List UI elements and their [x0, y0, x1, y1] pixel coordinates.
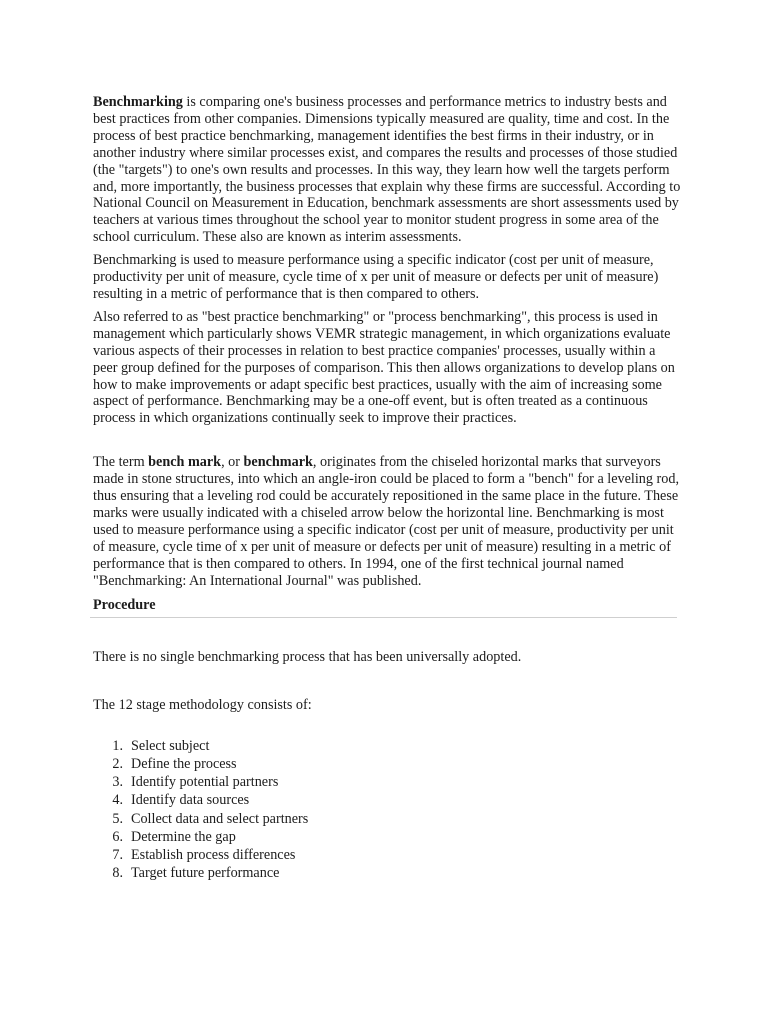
benchmarking-term: Benchmarking [93, 94, 183, 110]
list-item-label: Define the process [131, 756, 237, 773]
origin-paragraph-mid: , or [221, 454, 244, 471]
list-item [93, 773, 683, 791]
list-item-number: 8. [112, 864, 123, 881]
list-item-number: 3. [112, 774, 123, 791]
intro-paragraph [93, 94, 683, 246]
list-item-number: 1. [112, 738, 123, 755]
benchmark-term: benchmark [243, 454, 313, 471]
list-item [93, 846, 683, 864]
list-item-label: Collect data and select partners [131, 810, 309, 827]
list-item-number: 2. [112, 756, 123, 773]
list-item-number: 4. [112, 792, 123, 809]
procedure-heading: Procedure [90, 597, 677, 618]
list-item-number: 5. [112, 810, 123, 827]
origin-paragraph [93, 454, 683, 589]
list-item-label: Target future performance [131, 864, 280, 881]
best-practice-paragraph: Also referred to as "best practice benchmarking" or "process benchmarking", this process is used in management which particularly shows VEMR strategic management, in which organizations evaluate various aspects of their processes in relation to best practice companies' processes, usually within a peer group defined for the purposes of comparison. This then allows organizations to develop plans on how to make improvements or adapt specific best practices, usually with the aim of increasing some aspect of performance. Benchmarking may be a one-off event, but is often treated as a continuous process in which organizations continually seek to improve their practices. [93, 308, 675, 427]
intro-paragraph-text: is comparing one's business processes and performance metrics to industry bests and best practices from other companies. Dimensions typically measured are quality, time and cost. In the process of best practice benchmarking, management identifies the best firms in their industry, or in another industry where similar processes exist, and compares the results and processes of those studied (the "targets") to one's own results and processes. In this way, they learn how well the targets perform and, more importantly, the business processes that explain why these firms are successful. According to National Council on Measurement in Education, benchmark assessments are short assessments used by teachers at various times throughout the school year to monitor student progress in some area of the school curriculum. These also are known as interim assessments. [93, 94, 681, 246]
document-page [93, 94, 683, 882]
methodology-steps-list [93, 737, 683, 882]
list-item-label: Determine the gap [131, 828, 236, 845]
list-item-number: 6. [112, 828, 123, 845]
procedure-intro: There is no single benchmarking process that has been universally adopted. [93, 649, 522, 666]
list-item-label: Establish process differences [131, 846, 296, 863]
methodology-intro: The 12 stage methodology consists of: [93, 697, 312, 714]
list-item [93, 737, 683, 755]
list-item-label: Identify data sources [131, 792, 250, 809]
measurement-paragraph: Benchmarking is used to measure performance using a specific indicator (cost per unit of measure, productivity per unit of measure, cycle time of x per unit of measure or defects per unit of measure) resulting in a metric of performance that is then compared to others. [93, 252, 659, 302]
list-item [93, 828, 683, 846]
list-item-number: 7. [112, 846, 123, 863]
list-item-label: Select subject [131, 738, 210, 755]
bench-mark-term: bench mark [148, 454, 222, 471]
list-item-label: Identify potential partners [131, 774, 279, 791]
list-item [93, 864, 683, 882]
list-item [93, 791, 683, 809]
origin-paragraph-pre: The term [93, 454, 149, 471]
list-item [93, 810, 683, 828]
list-item [93, 755, 683, 773]
origin-paragraph-text: , originates from the chiseled horizontal marks that surveyors made in stone structures, into which an angle-iron could be placed to form a "bench" for a leveling rod, thus ensuring that a leveling rod could be accurately repositioned in the same place in the future. These marks were usually indicated with a chiseled arrow below the horizontal line. Benchmarking is most used to measure performance using a specific indicator (cost per unit of measure, productivity per unit of measure, cycle time of x per unit of measure or defects per unit of measure) resulting in a metric of performance that is then compared to others. In 1994, one of the first technical journal named "Benchmarking: An International Journal" was published. [93, 454, 679, 589]
